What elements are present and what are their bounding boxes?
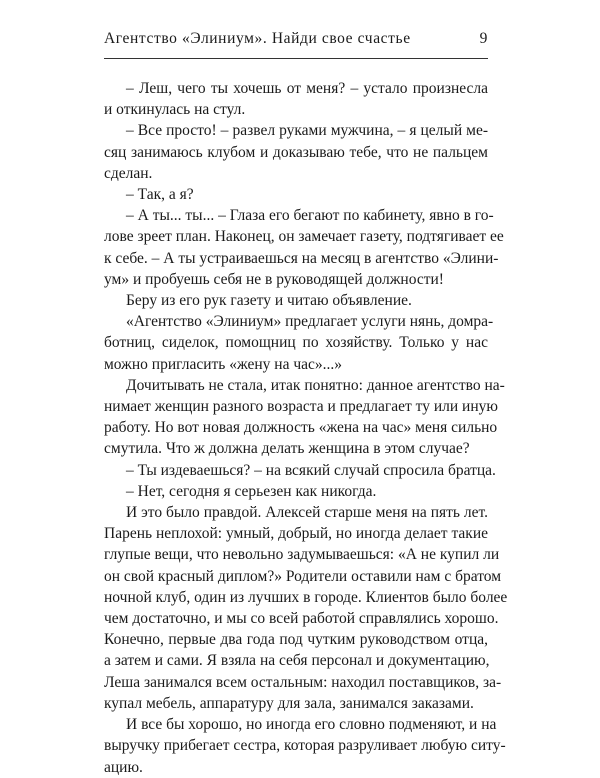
paragraph (104, 78, 488, 120)
text-line: и откинулась на стул. (104, 101, 246, 119)
paragraph (104, 184, 488, 205)
text-line: сяц занимаюсь клубом и доказываю тебе, что не пальцем (104, 143, 488, 161)
paragraph (104, 375, 505, 460)
page-number: 9 (479, 30, 488, 47)
text-line: «Агентство «Элиниум» предлагает услуги нянь, домра- (126, 313, 494, 331)
text-line: Дочитывать не стала, итак понятно: данное агентство на- (126, 376, 505, 394)
text-line: нимает женщин разного возраста и предлагает ту или иную (104, 398, 498, 416)
text-line: купал мебель, аппаратуру для зала, занимался заказами. (104, 694, 474, 712)
text-line: он свой красный диплом?» Родители оставили нам с братом (104, 567, 502, 585)
paragraph (104, 481, 488, 502)
text-line: И все бы хорошо, но иногда его словно подменяют, и на (126, 716, 497, 734)
text-line: ум» и пробуешь себя не в руководящей должности! (104, 270, 444, 288)
text-line: – Ты издеваешься? – на всякий случай спросила братца. (126, 461, 496, 479)
text-line: чем достаточно, и мы со всей работой справлялись хорошо. (104, 610, 499, 628)
paragraph (104, 205, 504, 290)
paragraph (104, 502, 508, 714)
text-line: можно пригласить «жену на час»...» (104, 355, 343, 373)
text-line: – Все просто! – развел руками мужчина, – я целый ме- (126, 122, 488, 140)
paragraph (104, 311, 494, 375)
paragraph (104, 290, 488, 311)
text-line: работу. Но вот новая должность «жена на час» меня сильно (104, 419, 498, 437)
text-line: ацию. (104, 758, 143, 776)
text-line: выручку прибегает сестра, которая разруливает любую ситу- (104, 737, 506, 755)
running-header (104, 30, 488, 48)
text-line: ночной клуб, один из лучших в городе. Клиентов было более (104, 588, 508, 606)
header-rule (104, 58, 488, 59)
text-line: к себе. – А ты устраиваешься на месяц в агентство «Элини- (104, 249, 499, 267)
text-line: – Так, а я? (126, 186, 194, 204)
paragraph (104, 460, 496, 481)
text-line: Леша занимался всем остальным: находил поставщиков, за- (104, 673, 502, 691)
text-line: лове зреет план. Наконец, он замечает газету, подтягивает ее (104, 228, 504, 246)
text-line: Конечно, первые два года под чутким руководством отца, (104, 631, 488, 649)
text-line: сделан. (104, 164, 153, 182)
paragraph (104, 714, 506, 778)
body-text (104, 78, 508, 778)
paragraph (104, 120, 488, 184)
text-line: И это было правдой. Алексей старше меня на пять лет. (126, 504, 488, 522)
text-line: ботниц, сиделок, помощниц по хозяйству. Только у нас (104, 334, 488, 352)
text-line: – Нет, сегодня я серьезен как никогда. (126, 482, 377, 500)
running-title: Агентство «Элиниум». Найди свое счастье (104, 30, 411, 47)
text-line: – Леш, чего ты хочешь от меня? – устало произнесла (126, 80, 488, 97)
text-line: Парень неплохой: умный, добрый, но иногда делает такие (104, 525, 488, 543)
text-line: глупые вещи, что невольно задумываешься: «А не купил ли (104, 546, 500, 564)
text-line: – А ты... ты... – Глаза его бегают по кабинету, явно в го- (126, 207, 494, 225)
text-line: Беру из его рук газету и читаю объявление. (126, 292, 412, 310)
text-line: смутила. Что ж должна делать женщина в этом случае? (104, 440, 470, 458)
text-line: а затем и сами. Я взяла на себя персонал и документацию, (104, 652, 490, 670)
